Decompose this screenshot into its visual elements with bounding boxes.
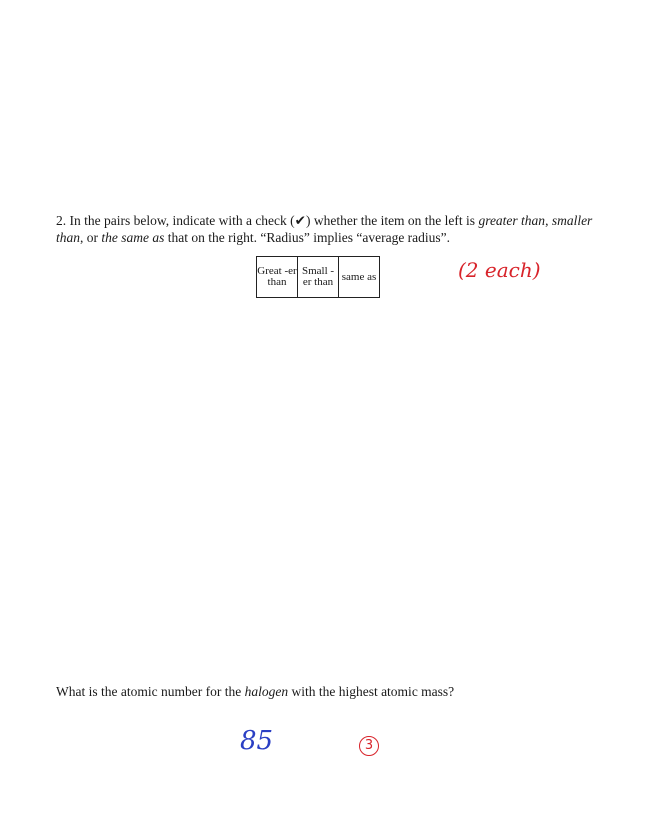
score-circle: 3 xyxy=(359,736,379,756)
header-greater: Great -er than xyxy=(257,257,298,298)
header-smaller: Small -er than xyxy=(298,257,339,298)
final-question: What is the atomic number for the halogen with the highest atomic mass? xyxy=(56,684,455,699)
answer-grid xyxy=(256,256,380,298)
header-same: same as xyxy=(339,257,380,298)
grading-note: (2 each) xyxy=(458,258,541,282)
question-text: 2. In the pairs below, indicate with a check (✔) whether the item on the left is greater than, smaller than, or the same as that on the right. “Radius” implies “average radius”. xyxy=(56,213,593,245)
handwritten-answer: 85 xyxy=(240,726,274,756)
